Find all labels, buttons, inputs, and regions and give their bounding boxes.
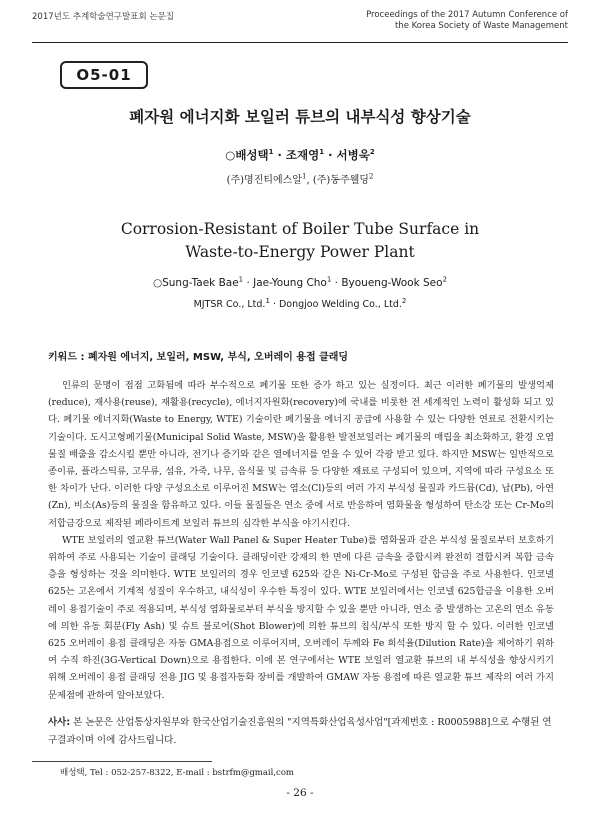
affiliation-marker: 1 [319,148,325,157]
separator: · [269,299,279,310]
acknowledgement [48,714,554,749]
header-english-line1: Proceedings of the 2017 Autumn Conference of [366,10,568,20]
acknowledgement-text: 본 논문은 산업통상자원부와 한국산업기술진흥원의 "지역특화산업육성사업"[과제번호 : R0005988]으로 수행된 연구결과이며 이에 감사드립니다. [48,717,552,746]
footnote-contact: 배성택, Tel : 052-257-8322, E-mail : bstrfm@gmail,com [60,768,294,778]
korean-authors [0,147,600,163]
affiliation-name: Dongjoo Welding Co., Ltd. [278,299,402,310]
korean-title: 폐자원 에너지화 보일러 튜브의 내부식성 향상기술 [129,108,471,126]
abstract-body [48,377,554,704]
author-name: Jae-Young Cho [253,277,327,289]
body-paragraph: 인류의 문명이 점점 고화됨에 따라 부수적으로 폐기물 또한 증가 하고 있는 실정이다. 최근 이러한 폐기물의 발생억제(reduce), 재사용(reuse), 재활용(recycle), 에너지자원화(recovery)에 국내를 비롯한 전 세계적인 노력이 활성화 되고 있다. 폐기물 에너지화(Waste to Energy, WTE) 기술이란 폐기물을 에너지 공급에 사용할 수 있는 다양한 연료로 전환시키는 기술이다. 도시고형폐기물(Municipal Solid Waste, MSW)을 활용한 발전보일러는 폐기물의 매립을 최소화하고, 환경 오염물질 배출을 감소시킬 뿐만 아니라, 전기나 증기와 같은 열에너지를 얻을 수 있어 각광 받고 있다. 하지만 MSW는 일반적으로 종이류, 플라스틱류, 고무류, 섬유, 가죽, 나무, 음식물 및 금속류 등 다양한 재료로 구성되어 있으며, 지역에 따라 구성요소 또한 차이가 난다. 이러한 다양 구성요소로 이루어진 MSW는 염소(Cl)등의 여러 가지 부식성 물질과 카드뮴(Cd), 납(Pb), 아연(Zn), 비소(As)등의 물질을 함유하고 있다. 이들 물질들은 연소 중에 서로 반응하여 염화물을 형성하여 탄소강 또는 Cr-Mo의 저합금강으로 제작된 페라이트계 보일러 튜브의 심각한 부식을 야기시킨다. [48,380,554,529]
affiliation-marker: 1 [268,148,274,157]
english-authors [0,277,600,289]
affiliation-name: MJTSR Co., Ltd. [193,299,266,310]
header-korean: 2017년도 추계학술연구발표회 논문집 [32,12,174,22]
affiliation-marker: 2 [368,172,374,181]
separator: · [331,277,342,289]
author-name: 서병욱 [336,148,370,162]
author-name: Byoueng-Wook Seo [341,277,443,289]
affiliation-name: (주)동주웰딩 [312,175,369,186]
english-title [0,218,600,264]
affiliation-marker: 2 [442,275,448,284]
affiliation-marker: 1 [238,275,244,284]
affiliation-marker: 1 [326,275,332,284]
affiliation-marker: 2 [401,296,407,305]
affiliation-name: (주)명진티에스알 [226,175,303,186]
affiliation-marker: 2 [369,148,375,157]
header-english-line2: the Korea Society of Waste Management [394,21,568,31]
english-title-line2: Waste-to-Energy Power Plant [185,243,415,261]
english-affiliations [0,296,600,310]
footnote-rule [32,761,212,762]
separator: · [324,148,337,162]
paper-code-badge: O5-01 [60,61,148,89]
author-name: 조재영 [285,148,320,162]
separator: · [273,148,286,162]
korean-affiliations [0,171,600,186]
acknowledgement-label: 사사: [48,717,71,728]
author-name: ○배성택 [225,148,269,162]
page-number: - 26 - [286,787,314,799]
keywords: 키워드 : 폐자원 에너지, 보일러, MSW, 부식, 오버레이 용접 클래딩 [48,352,349,363]
body-paragraph: WTE 보일러의 열교환 튜브(Water Wall Panel & Super Heater Tube)를 염화물과 같은 부식성 물질로부터 보호하기 위하여 주로 사용되는 기술이 클래딩 기술이다. 클래딩이란 강재의 한 면에 다른 금속을 중합시켜 완전히 결합시켜 복합 금속 층을 형성하는 것을 의미한다. WTE 보일러의 경우 인코넬 625와 같은 Ni-Cr-Mo로 구성된 합금을 주로 사용한다. 인코넬 625는 고온에서 기계적 성질이 우수하고, 내식성이 우수한 특징이 있다. WTE 보일러에서는 인코넬 625합금을 이용한 오버레이 용접기술이 주로 적용되며, 부식성 염화물로부터 부식을 방지할 수 있을 뿐만 아니라, 연소 중 발생하는 고온의 연소 유동에 의한 유동 회분(Fly Ash) 및 슈트 블로어(Shot Blower)에 의한 튜브의 침식/부식 또한 방지 할 수 있다. 이러한 인코넬 625 오버레이 용접 클래딩은 자동 GMA용접으로 이루어지며, 오버레이 두께와 Fe 희석율(Dilution Rate)을 제어하기 위하여 수직 하진(3G-Vertical Down)으로 용접한다. 이에 본 연구에서는 WTE 보일러 열교환 튜브의 내 부식성을 향상시키기 위해 오버레이 용접 클래딩 전용 JIG 및 용접자동화 장비를 개발하여 GMAW 자동 용접에 따른 열교환 튜브 제작의 여러 가지 문제점에 관하여 알아보았다. [48,534,554,701]
english-title-line1: Corrosion-Resistant of Boiler Tube Surface in [120,220,480,238]
separator: , [306,175,313,186]
header-rule [32,42,568,43]
affiliation-marker: 1 [265,296,270,305]
affiliation-marker: 1 [302,172,307,181]
separator: · [243,277,254,289]
author-name: ○Sung-Taek Bae [152,277,239,289]
running-header [32,10,568,42]
header-english [366,10,568,32]
